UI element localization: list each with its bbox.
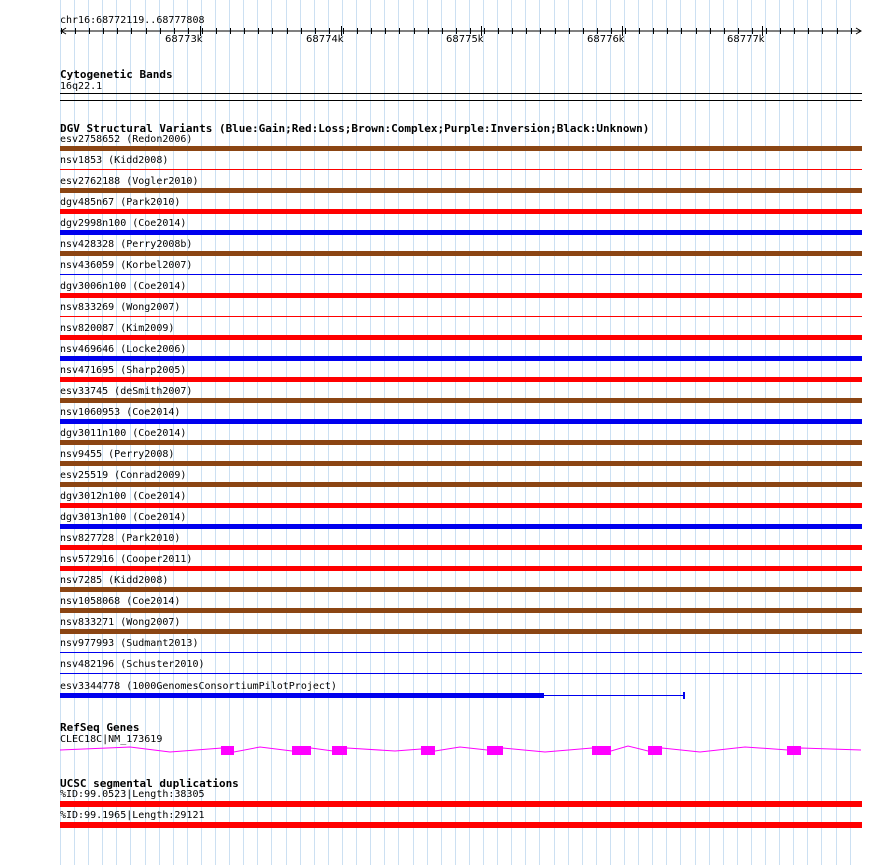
variant-bar[interactable] [60,188,862,193]
cytoband-track-title: Cytogenetic Bands [60,68,173,81]
variant-label: nsv9455 (Perry2008) [60,449,175,460]
variant-bar[interactable] [60,274,862,275]
variant-label: dgv2998n100 (Coe2014) [60,218,187,229]
segdup-bar[interactable] [60,801,862,807]
variant-label: dgv3012n100 (Coe2014) [60,491,187,502]
variant-bar[interactable] [60,293,862,298]
variant-bar[interactable] [60,440,862,445]
variant-bar[interactable] [60,629,862,634]
variant-bar[interactable] [60,169,862,170]
variant-label: nsv1058068 (Coe2014) [60,596,181,607]
gene-label: CLEC18C|NM_173619 [60,734,163,745]
variant-label: dgv3011n100 (Coe2014) [60,428,187,439]
segdup-label: %ID:99.1965|Length:29121 [60,810,205,821]
variant-label: nsv833271 (Wong2007) [60,617,181,628]
variant-bar[interactable] [60,693,544,698]
variant-bar[interactable] [60,461,862,466]
gene-model[interactable] [0,740,890,760]
variant-label: esv33745 (deSmith2007) [60,386,193,397]
exon-block [221,746,234,755]
variant-bar[interactable] [60,209,862,214]
segdup-bar[interactable] [60,822,862,828]
variant-label: nsv572916 (Cooper2011) [60,554,193,565]
cytoband-label: 16q22.1 [60,81,103,92]
variant-bar[interactable] [60,587,862,592]
variant-label: esv2762188 (Vogler2010) [60,176,199,187]
variant-bar[interactable] [60,419,862,424]
dgv-track-title: DGV Structural Variants (Blue:Gain;Red:Loss;Brown:Complex;Purple:Inversion;Black:Unknown) [60,122,650,135]
variant-bar[interactable] [60,316,862,317]
variant-label: dgv3013n100 (Coe2014) [60,512,187,523]
ruler-tick-label: 68777k [727,34,765,45]
variant-label: nsv469646 (Locke2006) [60,344,187,355]
variant-end-tick [683,692,685,699]
variant-bar[interactable] [60,524,862,529]
variant-bar[interactable] [60,545,862,550]
variant-extension-line [544,695,684,696]
variant-label: nsv471695 (Sharp2005) [60,365,187,376]
variant-bar[interactable] [60,503,862,508]
ruler-axis [0,0,890,60]
refseq-track-title: RefSeq Genes [60,721,140,734]
variant-label: nsv482196 (Schuster2010) [60,659,205,670]
variant-label: nsv820087 (Kim2009) [60,323,175,334]
variant-label: nsv428328 (Perry2008b) [60,239,193,250]
exon-block [421,746,435,755]
variant-label: esv2758652 (Redon2006) [60,134,193,145]
cytoband-bar[interactable] [60,93,862,94]
variant-label: dgv485n67 (Park2010) [60,197,181,208]
variant-bar[interactable] [60,356,862,361]
variant-bar[interactable] [60,608,862,613]
variant-label: nsv827728 (Park2010) [60,533,181,544]
region-label: chr16:68772119..68777808 [60,15,205,26]
variant-label: esv3344778 (1000GenomesConsortiumPilotProject) [60,681,337,692]
exon-block [487,746,503,755]
variant-bar[interactable] [60,566,862,571]
exon-block [292,746,311,755]
ruler-tick-label: 68775k [446,34,484,45]
variant-bar[interactable] [60,398,862,403]
variant-bar[interactable] [60,251,862,256]
segdup-track-title: UCSC segmental duplications [60,777,239,790]
track-divider [60,100,862,101]
variant-label: nsv977993 (Sudmant2013) [60,638,199,649]
ruler-tick-label: 68774k [306,34,344,45]
variant-bar[interactable] [60,673,862,674]
variant-bar[interactable] [60,335,862,340]
variant-label: esv25519 (Conrad2009) [60,470,187,481]
variant-label: nsv1060953 (Coe2014) [60,407,181,418]
ruler-tick-label: 68773k [165,34,203,45]
variant-label: nsv1853 (Kidd2008) [60,155,169,166]
segdup-label: %ID:99.0523|Length:38305 [60,789,205,800]
ruler-tick-label: 68776k [587,34,625,45]
exon-block [648,746,662,755]
variant-label: nsv436059 (Korbel2007) [60,260,193,271]
variant-bar[interactable] [60,652,862,653]
variant-label: nsv7285 (Kidd2008) [60,575,169,586]
variant-bar[interactable] [60,146,862,151]
variant-bar[interactable] [60,377,862,382]
variant-label: nsv833269 (Wong2007) [60,302,181,313]
variant-bar[interactable] [60,482,862,487]
exon-block [332,746,347,755]
variant-bar[interactable] [60,230,862,235]
variant-label: dgv3006n100 (Coe2014) [60,281,187,292]
exon-block [592,746,611,755]
exon-block [787,746,801,755]
